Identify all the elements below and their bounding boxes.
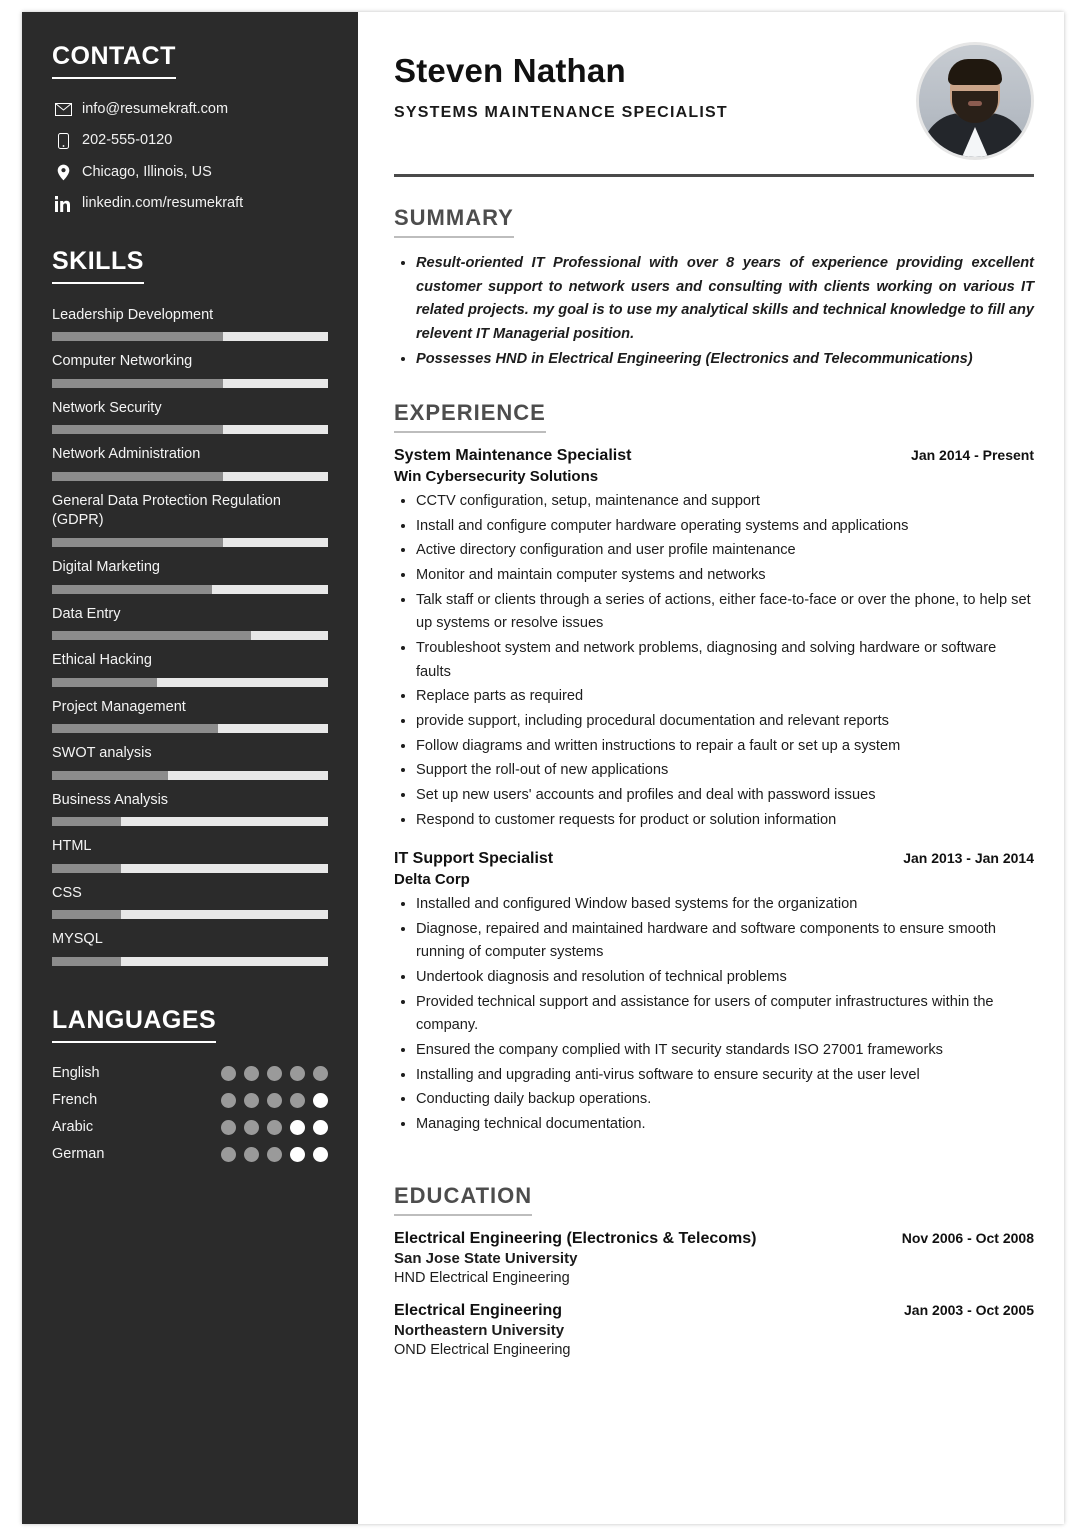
contact-text: info@resumekraft.com (82, 101, 229, 117)
education-title: Electrical Engineering (Electronics & Telecoms) (394, 1229, 757, 1247)
linkedin-icon (52, 196, 74, 212)
language-rating (221, 1120, 328, 1135)
job-bullet: • Talk staff or clients through a series of actions, either face-to-face or over the phone, to help set up systems or resolve issues (416, 589, 1034, 636)
sidebar (22, 12, 358, 1524)
skill-item (52, 651, 328, 687)
job-bullet: • Replace parts as required (416, 685, 1034, 709)
skill-label: General Data Protection Regulation (GDPR) (52, 492, 281, 529)
skill-label: Data Entry (52, 605, 121, 622)
education-title: Electrical Engineering (394, 1301, 563, 1319)
contact-heading: CONTACT (52, 42, 176, 79)
skill-label: SWOT analysis (52, 745, 152, 762)
skill-bar (52, 910, 328, 919)
summary-heading: SUMMARY (394, 205, 514, 238)
skill-label: Leadership Development (52, 306, 214, 323)
job-bullet: • CCTV configuration, setup, maintenance and support (416, 490, 1034, 514)
job-bullet: • Support the roll-out of new applications (416, 759, 1034, 783)
skill-label: Project Management (52, 698, 186, 715)
job-bullet: • Respond to customer requests for product or solution information (416, 809, 1034, 833)
job-bullet: • Managing technical documentation. (416, 1113, 1034, 1137)
summary-item: • Possesses HND in Electrical Engineering (Electronics and Telecommunications) (416, 348, 1034, 372)
contact-text: 202-555-0120 (82, 132, 173, 149)
skill-item (52, 698, 328, 734)
skill-label: HTML (52, 838, 92, 855)
education-date: Nov 2006 - Oct 2008 (901, 1229, 1034, 1246)
summary-item: • Result-oriented IT Professional with over 8 years of experience providing excellent customer support to network users and consulting with clients working on various IT related projects. my goal is to use my analytical skills and technical knowledge to fill any relevent IT Managerial position. (416, 252, 1034, 347)
language-item (52, 1092, 328, 1108)
job-bullet: • Monitor and maintain computer systems and networks (416, 564, 1034, 588)
education-item (394, 1302, 1034, 1358)
job-company: Delta Corp (394, 871, 470, 889)
languages-heading: LANGUAGES (52, 1006, 216, 1043)
job-header (394, 850, 1034, 868)
experience-item (394, 850, 1034, 1136)
skill-bar (52, 771, 328, 780)
job-bullet: • Diagnose, repaired and maintained hardware and software components to ensure smooth running of computer systems (416, 918, 1034, 965)
job-header (394, 447, 1034, 465)
education-school: Northeastern University (394, 1321, 565, 1339)
resume-sheet (22, 12, 1064, 1524)
mail-icon (52, 103, 74, 116)
language-item (52, 1119, 328, 1135)
language-label: English (52, 1065, 100, 1081)
job-bullet: • Troubleshoot system and network problems, diagnosing and solving hardware or software faults (416, 637, 1034, 684)
summary-list (394, 252, 1034, 371)
avatar (916, 42, 1034, 160)
job-bullet: • Ensured the company complied with IT security standards ISO 27001 frameworks (416, 1039, 1034, 1063)
job-bullet: • Active directory configuration and user profile maintenance (416, 539, 1034, 563)
education-detail: HND Electrical Engineering (394, 1269, 570, 1286)
skill-bar (52, 538, 328, 547)
skill-label: Business Analysis (52, 791, 169, 808)
education-header (394, 1230, 1034, 1248)
skill-label: Computer Networking (52, 353, 193, 370)
job-bullets (394, 893, 1034, 1136)
skill-bar (52, 724, 328, 733)
language-rating (221, 1147, 328, 1162)
page-title: Steven Nathan (394, 52, 626, 89)
job-title: IT Support Specialist (394, 850, 554, 868)
skills-section (52, 247, 328, 966)
language-item (52, 1146, 328, 1162)
phone-icon (52, 133, 74, 149)
education-date: Jan 2003 - Oct 2005 (904, 1301, 1034, 1318)
job-role: SYSTEMS MAINTENANCE SPECIALIST (394, 104, 728, 121)
job-date: Jan 2014 - Present (911, 447, 1034, 464)
skill-item (52, 605, 328, 641)
language-label: French (52, 1092, 98, 1108)
skill-item (52, 352, 328, 388)
job-bullet: • Provided technical support and assistance for users of computer infrastructures within the company. (416, 991, 1034, 1038)
skill-bar (52, 957, 328, 966)
skill-bar (52, 678, 328, 687)
main-content (358, 12, 1064, 1524)
skill-item (52, 492, 328, 547)
contact-list (52, 101, 328, 213)
skill-item (52, 445, 328, 481)
skill-item (52, 558, 328, 594)
job-bullets (394, 490, 1034, 832)
skill-label: Network Administration (52, 446, 201, 463)
skill-label: Network Security (52, 399, 162, 416)
skill-label: MYSQL (52, 931, 103, 948)
header (394, 42, 1034, 160)
job-bullet: • Follow diagrams and written instructions to repair a fault or set up a system (416, 735, 1034, 759)
skill-item (52, 884, 328, 920)
contact-text: linkedin.com/resumekraft (82, 195, 244, 212)
header-divider (394, 174, 1034, 177)
language-rating (221, 1093, 328, 1108)
contact-item-email[interactable] (52, 101, 328, 118)
education-detail: OND Electrical Engineering (394, 1341, 571, 1358)
contact-item-linkedin[interactable] (52, 195, 328, 212)
job-bullet: • Undertook diagnosis and resolution of technical problems (416, 966, 1034, 990)
skill-item (52, 399, 328, 435)
education-heading: EDUCATION (394, 1183, 532, 1216)
skill-bar (52, 332, 328, 341)
skill-bar (52, 472, 328, 481)
job-bullet: • Installing and upgrading anti-virus software to ensure security at the user level (416, 1064, 1034, 1088)
skill-item (52, 744, 328, 780)
skill-bar (52, 379, 328, 388)
skill-bar (52, 631, 328, 640)
education-header (394, 1302, 1034, 1320)
job-bullet: • Conducting daily backup operations. (416, 1088, 1034, 1112)
job-bullet: • Installed and configured Window based systems for the organization (416, 893, 1034, 917)
languages-section (52, 1006, 328, 1162)
skill-item (52, 791, 328, 827)
language-label: Arabic (52, 1119, 94, 1135)
language-label: German (52, 1146, 105, 1162)
contact-item-phone[interactable] (52, 132, 328, 149)
contact-item-location[interactable] (52, 164, 328, 181)
skill-label: Ethical Hacking (52, 652, 152, 669)
skill-item (52, 306, 328, 342)
job-bullet: • provide support, including procedural documentation and relevant reports (416, 710, 1034, 734)
skill-bar (52, 864, 328, 873)
job-date: Jan 2013 - Jan 2014 (903, 850, 1034, 867)
experience-heading: EXPERIENCE (394, 400, 546, 433)
experience-item (394, 447, 1034, 832)
location-pin-icon (52, 164, 74, 181)
language-item (52, 1065, 328, 1081)
skill-bar (52, 585, 328, 594)
skill-bar (52, 817, 328, 826)
skills-heading: SKILLS (52, 247, 144, 284)
skill-label: CSS (52, 884, 82, 901)
skill-item (52, 930, 328, 966)
contact-text: Chicago, Illinois, US (82, 163, 212, 180)
skill-label: Digital Marketing (52, 558, 160, 575)
job-bullet: • Set up new users' accounts and profiles and deal with password issues (416, 784, 1034, 808)
education-school: San Jose State University (394, 1249, 578, 1267)
job-company: Win Cybersecurity Solutions (394, 468, 599, 486)
skill-item (52, 837, 328, 873)
job-bullet: • Install and configure computer hardware operating systems and applications (416, 515, 1034, 539)
education-item (394, 1230, 1034, 1286)
language-rating (221, 1066, 328, 1081)
skill-bar (52, 425, 328, 434)
header-text (394, 42, 728, 122)
job-title: System Maintenance Specialist (394, 447, 632, 465)
